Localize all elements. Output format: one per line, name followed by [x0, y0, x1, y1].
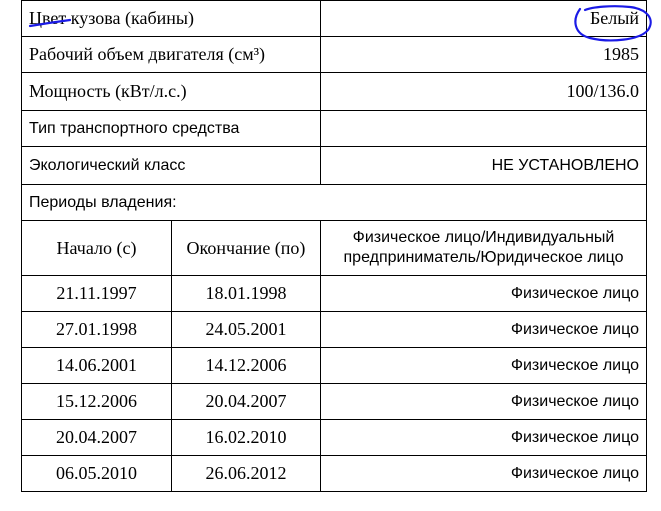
ownership-title-row	[22, 185, 647, 221]
ownership-row	[22, 384, 647, 420]
body-color-label: Цвет кузова (кабины)	[22, 1, 321, 37]
power-value: 100/136.0	[321, 73, 647, 111]
ownership-start-date: 14.06.2001	[22, 348, 172, 384]
ownership-owner-type: Физическое лицо	[321, 348, 647, 384]
power-row	[22, 73, 647, 111]
ownership-rows	[22, 276, 647, 492]
ownership-owner-type: Физическое лицо	[321, 420, 647, 456]
engine-volume-label: Рабочий объем двигателя (см³)	[22, 37, 321, 73]
vehicle-type-label: Тип транспортного средства	[22, 111, 321, 147]
ownership-row	[22, 276, 647, 312]
header-start: Начало (с)	[22, 221, 172, 276]
ownership-row	[22, 312, 647, 348]
ownership-title: Периоды владения:	[22, 185, 647, 221]
engine-volume-row	[22, 37, 647, 73]
ownership-end-date: 18.01.1998	[172, 276, 321, 312]
ownership-start-date: 06.05.2010	[22, 456, 172, 492]
ownership-row	[22, 420, 647, 456]
eco-class-row	[22, 147, 647, 185]
power-label: Мощность (кВт/л.с.)	[22, 73, 321, 111]
body-color-row	[22, 1, 647, 37]
ownership-row	[22, 456, 647, 492]
ownership-start-date: 21.11.1997	[22, 276, 172, 312]
ownership-start-date: 27.01.1998	[22, 312, 172, 348]
engine-volume-value: 1985	[321, 37, 647, 73]
vehicle-report-table	[21, 0, 647, 492]
ownership-end-date: 16.02.2010	[172, 420, 321, 456]
ownership-end-date: 24.05.2001	[172, 312, 321, 348]
ownership-owner-type: Физическое лицо	[321, 384, 647, 420]
ownership-end-date: 14.12.2006	[172, 348, 321, 384]
ownership-end-date: 26.06.2012	[172, 456, 321, 492]
ownership-header-row	[22, 221, 647, 276]
body-color-value: Белый	[321, 1, 647, 37]
ownership-start-date: 20.04.2007	[22, 420, 172, 456]
ownership-owner-type: Физическое лицо	[321, 276, 647, 312]
eco-class-value: НЕ УСТАНОВЛЕНО	[321, 147, 647, 185]
ownership-start-date: 15.12.2006	[22, 384, 172, 420]
vehicle-type-row	[22, 111, 647, 147]
ownership-owner-type: Физическое лицо	[321, 456, 647, 492]
vehicle-type-value	[321, 111, 647, 147]
header-owner-type: Физическое лицо/Индивидуальный предприниматель/Юридическое лицо	[321, 221, 647, 276]
ownership-row	[22, 348, 647, 384]
ownership-end-date: 20.04.2007	[172, 384, 321, 420]
ownership-owner-type: Физическое лицо	[321, 312, 647, 348]
header-end: Окончание (по)	[172, 221, 321, 276]
eco-class-label: Экологический класс	[22, 147, 321, 185]
